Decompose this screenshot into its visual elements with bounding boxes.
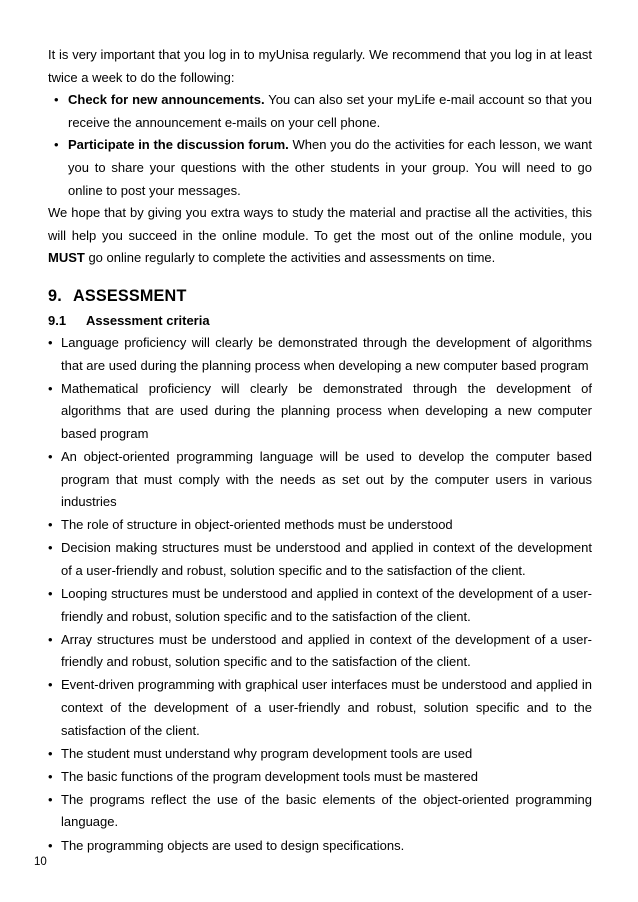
list-item — [48, 743, 592, 766]
criterion-text: An object-oriented programming language will be used to develop the computer based program that must comply with the needs as set out by the computer users in various industries — [61, 448, 592, 510]
bullet-icon: • — [48, 540, 53, 556]
document-page — [48, 44, 592, 858]
list-item — [48, 514, 592, 537]
bullet-icon: • — [48, 791, 53, 807]
criterion-text: Array structures must be understood and applied in context of the development of a user-friendly and robust, solution specific and to the satisfaction of the client. — [61, 631, 592, 670]
list-item — [48, 537, 592, 582]
page-number: 10 — [34, 856, 47, 868]
bullet-icon: • — [54, 92, 59, 108]
criterion-text: The role of structure in object-oriented methods must be understood — [61, 517, 453, 533]
list-item — [48, 835, 592, 858]
criterion-text: Mathematical proficiency will clearly be demonstrated through the development of algorithms that are used during the planning process when developing a new computer based program — [61, 380, 592, 441]
closing-text-start: We hope that by giving you extra ways to study the material and practise all the activities, this will help you succeed in the online module. To get the most out of the online module, you — [48, 205, 592, 243]
bullet-icon: • — [54, 137, 59, 153]
list-item — [48, 378, 592, 446]
list-item — [48, 674, 592, 742]
bullet-icon: • — [48, 677, 53, 693]
list-item — [48, 134, 592, 202]
bullet-icon: • — [48, 631, 53, 647]
section-heading — [48, 286, 592, 306]
section-title: ASSESSMENT — [73, 286, 187, 305]
bullet-icon: • — [48, 448, 53, 464]
subsection-heading — [48, 309, 592, 332]
closing-emphasis: MUST — [48, 250, 85, 266]
list-item — [48, 789, 592, 834]
bullet-icon: • — [48, 768, 53, 784]
list-item — [48, 446, 592, 514]
closing-text-end: go online regularly to complete the activities and assessments on time. — [84, 250, 496, 266]
section-number: 9. — [48, 286, 62, 305]
criterion-text: The basic functions of the program development tools must be mastered — [61, 768, 478, 784]
criterion-text: Looping structures must be understood and applied in context of the development of a user-friendly and robust, solution specific and to the satisfaction of the client. — [61, 585, 592, 624]
bullet-icon: • — [48, 517, 53, 533]
closing-paragraph — [48, 202, 592, 270]
list-item — [48, 89, 592, 134]
subsection-title: Assessment criteria — [86, 312, 210, 328]
bullet-icon: • — [48, 334, 53, 350]
criterion-text: The programming objects are used to design specifications. — [61, 837, 405, 853]
criterion-text: Decision making structures must be understood and applied in context of the development of a user-friendly and robust, solution specific and to the satisfaction of the client. — [61, 540, 592, 578]
criterion-text: The programs reflect the use of the basic elements of the object-oriented programming language. — [61, 791, 592, 830]
list-item — [48, 332, 592, 377]
bullet-text: You can also set your myLife e-mail account so that you receive the announcement e-mails on your cell phone. — [68, 92, 592, 130]
criterion-text: The student must understand why program development tools are used — [61, 745, 473, 761]
assessment-criteria-list — [48, 332, 592, 857]
bullet-icon: • — [48, 585, 53, 601]
intro-paragraph: It is very important that you log in to myUnisa regularly. We recommend that you log in at least twice a week to do the following: — [48, 47, 592, 85]
bullet-bold-lead: Check for new announcements. — [68, 92, 265, 108]
bullet-bold-lead: Participate in the discussion forum. — [68, 137, 289, 153]
bullet-icon: • — [48, 745, 53, 761]
list-item — [48, 629, 592, 674]
login-tasks-list — [48, 89, 592, 202]
bullet-icon: • — [48, 837, 53, 853]
criterion-text: Event-driven programming with graphical user interfaces must be understood and applied in context of the development of a user-friendly and robust, solution specific and to the satisfaction of the client. — [61, 677, 592, 738]
list-item — [48, 766, 592, 789]
subsection-number: 9.1 — [48, 312, 67, 328]
criterion-text: Language proficiency will clearly be demonstrated through the development of algorithms that are used during the planning process when developing a new computer based program — [61, 334, 592, 373]
bullet-text: When you do the activities for each lesson, we want you to share your questions with the other students in your group. You will need to go online to post your messages. — [68, 137, 593, 198]
list-item — [48, 583, 592, 628]
bullet-icon: • — [48, 380, 53, 396]
